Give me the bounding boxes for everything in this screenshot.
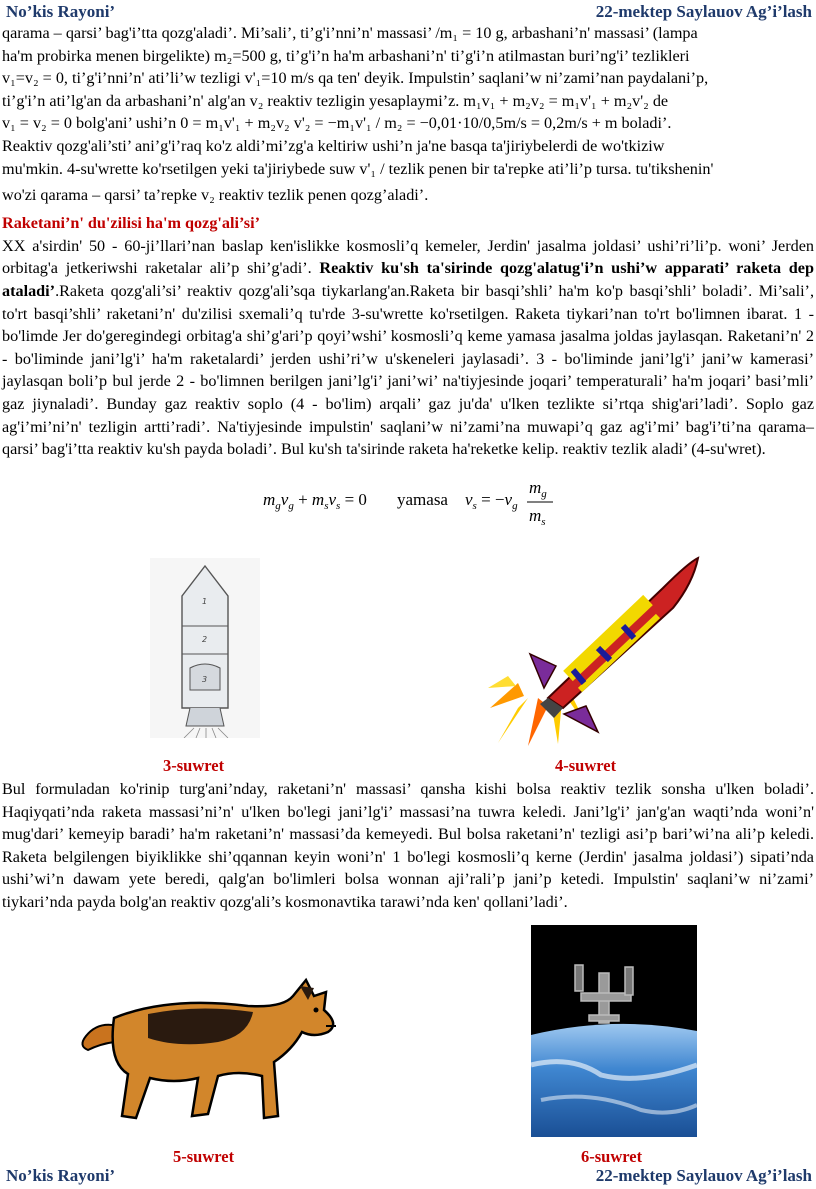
fig3-label-3: 3 (202, 675, 208, 684)
caption-fig3: 3-suwret (163, 756, 225, 775)
para1-line7: mu'mkin. 4-su'wrette ko'rsetilgen yeki ta'jiriybede suw v'₁ / tezlik penen bir ta'repke ati’li’p tursa. tu'tikshenin' (2, 159, 714, 178)
paragraph-conclusion-wrap (2, 778, 814, 914)
para1-line4: ti’g'i’n ati’lg'an da arbashani’n' alg'an v₂ reaktiv tezligin yesaplaymi’z. m₁v₁ + m₂v₂ = m₁v'₁ + m₂v'₂ de (2, 91, 669, 110)
rocket-schematic-figure (150, 558, 260, 738)
formula (2, 471, 814, 527)
formula-svg (257, 471, 597, 527)
svg-text:vs = −vg: $v_s = -v_g$ (465, 489, 518, 512)
footer-left: No’kis Rayoni’ (6, 1166, 116, 1185)
svg-text:mg: $m_g$ (529, 477, 547, 500)
footer-right: 22-mektep Saylauov Ag’i’lash (595, 1166, 812, 1185)
section-title: Raketani’n' du'zilisi ha'm qozg'ali’si’ (2, 214, 260, 233)
page-body (2, 22, 814, 527)
paragraph-conclusion: Bul formuladan ko'rinip turg'ani’nday, raketani’n' massasi’ qansha kishi bolsa reaktiv tezlik sonsha u'lken boladi’. Haqiyqati’nda raketa massasi’ni’n' u'lken bo'legi jani’lg'i’ massasi’na tuwra keledi. Jani’lg'i’ jan'g'an waqti’nda woni’n' mug'dari’ kemeyip baradi’ ha'm raketani’n' massasi’da kemeyedi. Bul bolsa raketani’n' tezligi asi’p bari’wi’na ali’p keledi. Raketa belgilengen biyiklikke shi’qqannan keyin woni’n' 1 bo'legi kosmosli’q kerne (Jerdin' jasalma joldasi’) sipati’nda ushi’wi’n dawam yete beredi, qalg'an bo'limleri bolsa wonnan aji’rali’p jani’p ketedi. Impulstin' saqlani’w ni’zami’ tiykari’nda payda bolg'an reaktiv qozg'ali’s kosmonavtika tarawi’nda ken' qollani’ladi’. (2, 780, 814, 911)
paragraph-intro (2, 22, 814, 210)
para2-text-a: XX a'sirdin' 50 - 60-ji’llari’nan baslap ken'islikke kosmosli’q kemeler, Jerdin' jasalma joldasi’ ushi’ri’li’p. woni’ Jerden orbitag'a jetkeriwshi raketalar ali’p shi’g'adi’. (2, 236, 814, 278)
para1-line5: v₁ = v₂ = 0 bolg'ani’ ushi’n 0 = m₁v'₁ + m₂v₂ v'₂ = −m₁v'₁ / m₂ = −0,01·10/0,5m/s = 0,2m/s + m boladi’. (2, 114, 672, 133)
para1-line3: v₁=v₂ = 0, ti’g'i’nni’n' ati’li’w tezligi v'₁=10 m/s qa ten' deyik. Impulstin’ saqlani’w ni’zami’nan paydalani’p, (2, 69, 709, 88)
dog-illustration-figure (78, 966, 340, 1136)
caption-fig6: 6-suwret (581, 1147, 643, 1166)
page-footer (0, 1166, 816, 1188)
svg-text:ms: $m_s$ (529, 505, 546, 527)
space-station-photo-figure (531, 925, 697, 1137)
para1-line8: wo'zi qarama – qarsi’ ta’repke v₂ reaktiv tezlik penen qozg’aladi’. (2, 186, 429, 205)
page-header (0, 2, 816, 24)
para2-definition: Reaktiv ku'sh ta'sirinde qozg'alatug'i’n ushi’w apparati’ raketa dep ataladi’ (2, 259, 814, 300)
rocket-illustration-figure (488, 548, 708, 748)
para2-text-b: .Raketa qozg'ali’si’ reaktiv qozg'ali’sqa tiykarlang'an.Raketa bir basqi’shli’ ha'm ko'p basqi’shli’ boladi’. Mi’sali’, to'rt basqi’shli’ raketani’n' du'zilisi sxemali’q tu'rde 3-su'wrette ko'rsetilgen. Raketa tiykari’nan to'rt bo'limnen ibarat. 1 - bo'limde Jer do'geregindegi orbitag'a shi’g'ari’p qoyi’wshi’ kosmosli’q keme yamasa jasalma joldas jaylasqan. Raketani’n' 2 - bo'liminde jani’lg'i’ ha'm raketalardi’ jerden ushi’ri’w u'skeneleri jaylasadi’. 3 - bo'liminde jani’lg'i’ jani’w kamerasi’ jaylasqan boli’p bul jerde 2 - bo'limnen berilgen jani’lg'i’ jani’wi’ na'tiyjesinde joqari’ temperaturali’ ha'm joqari’ basi’mli’ gaz jiynaladi’. Bunday gaz reaktiv soplo (4 - bo'lim) arqali’ gaz ju'da' u'lken tezlikte si’rtqa shig'ari’ladi’. Soplo gaz ag'i’mi’ni’n' tezligin artti’radi’. Na'tiyjesinde impulstin' saqlani’w ni’zami’na muwapi’q gaz ag'i’mi’ bag'i’ti’na qarama– qarsi’ bag'i’tta reaktiv ku'sh payda boladi’. Bul ku'sh ta'sirinde raketa ha'reketke kelip. reaktiv tezlik aladi’ (4-su'wret). (2, 281, 814, 459)
caption-fig4: 4-suwret (555, 756, 617, 775)
para1-line1: qarama – qarsi’ bag'i’tta qozg'aladi’. Mi’sali’, ti’g'i’nni’n' massasi’ /m₁ = 10 g, arbashani’n' massasi’ (lampa (2, 24, 698, 42)
header-left: No’kis Rayoni’ (6, 2, 116, 21)
fig3-label-2: 2 (202, 635, 208, 644)
para1-line6: Reaktiv qozg'ali’sti’ ani’g'i’raq ko'z aldi’mi’zg'a keltiriw ushi’n ja'ne basqa ta'jiriybelerdi de wo'tkiziw (2, 136, 665, 155)
header-right: 22-mektep Saylauov Ag’i’lash (595, 2, 812, 21)
paragraph-rocket (2, 235, 814, 461)
fig3-label-1: 1 (202, 597, 208, 606)
svg-text:mgvg + msvs = 0: $m_gv_g + m_sv_s = 0$ (263, 489, 367, 512)
formula-word: yamasa (397, 489, 448, 509)
caption-fig5: 5-suwret (173, 1147, 235, 1166)
para1-line2: ha'm probirka menen birgelikte) m₂=500 g, ti’g'i’n ha'm arbashani’n' ti’g'i’n atilmastan buri’ng'i’ tezlikleri (2, 46, 690, 65)
